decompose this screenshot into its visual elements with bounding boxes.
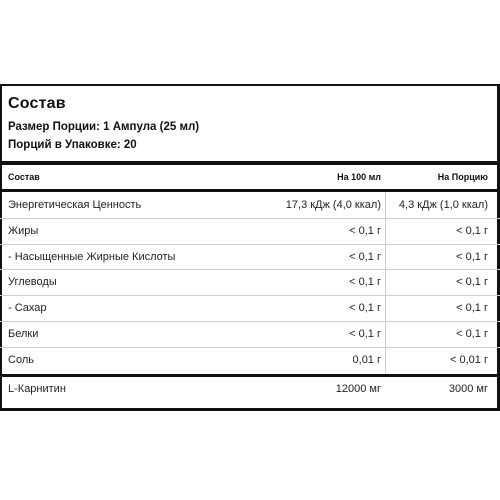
row-name: - Насыщенные Жирные Кислоты xyxy=(8,250,176,263)
table-row xyxy=(0,296,500,321)
serving-size: Размер Порции: 1 Ампула (25 мл) xyxy=(8,121,200,133)
row-name: Энергетическая Ценность xyxy=(8,199,142,211)
row-per-100: < 0,1 г xyxy=(349,224,381,237)
row-name: Белки xyxy=(8,328,39,340)
table-row-carnitine xyxy=(0,377,500,402)
servings-per-package: Порций в Упаковке: 20 xyxy=(8,139,137,151)
table-row xyxy=(0,245,500,270)
column-header-name: Состав xyxy=(8,172,40,182)
panel-border-top xyxy=(0,84,500,86)
row-per-100: 0,01 г xyxy=(352,353,381,366)
row-name: Жиры xyxy=(8,224,39,237)
row-per-100: 17,3 кДж (4,0 ккал) xyxy=(285,199,381,211)
row-per-serving: 3000 мг xyxy=(448,383,488,395)
header-divider-top xyxy=(0,161,500,165)
row-per-100: < 0,1 г xyxy=(349,250,381,263)
column-header-per-100: На 100 мл xyxy=(337,172,381,182)
column-header-per-serving: На Порцию xyxy=(437,172,488,182)
row-per-serving: < 0,1 г xyxy=(456,224,488,237)
header-divider-bottom xyxy=(0,189,500,192)
row-name: L-Карнитин xyxy=(8,383,66,395)
row-per-100: < 0,1 г xyxy=(349,328,381,340)
row-per-100: 12000 мг xyxy=(335,383,381,395)
panel-title: Состав xyxy=(8,95,66,112)
row-per-serving: < 0,1 г xyxy=(456,302,488,315)
row-per-serving: < 0,1 г xyxy=(456,276,488,289)
row-per-serving: < 0,01 г xyxy=(450,353,488,366)
column-divider xyxy=(385,192,386,374)
row-per-serving: 4,3 кДж (1,0 ккал) xyxy=(398,199,488,211)
row-per-serving: < 0,1 г xyxy=(456,328,488,340)
panel-border-bottom xyxy=(0,408,500,411)
row-name: Соль xyxy=(8,353,34,366)
row-per-100: < 0,1 г xyxy=(349,276,381,289)
table-row xyxy=(0,270,500,295)
table-row xyxy=(0,193,500,218)
table-row xyxy=(0,348,500,373)
table-row xyxy=(0,219,500,244)
row-name: Углеводы xyxy=(8,276,57,289)
row-per-serving: < 0,1 г xyxy=(456,250,488,263)
table-row xyxy=(0,322,500,347)
row-name: - Сахар xyxy=(8,302,47,315)
row-per-100: < 0,1 г xyxy=(349,302,381,315)
